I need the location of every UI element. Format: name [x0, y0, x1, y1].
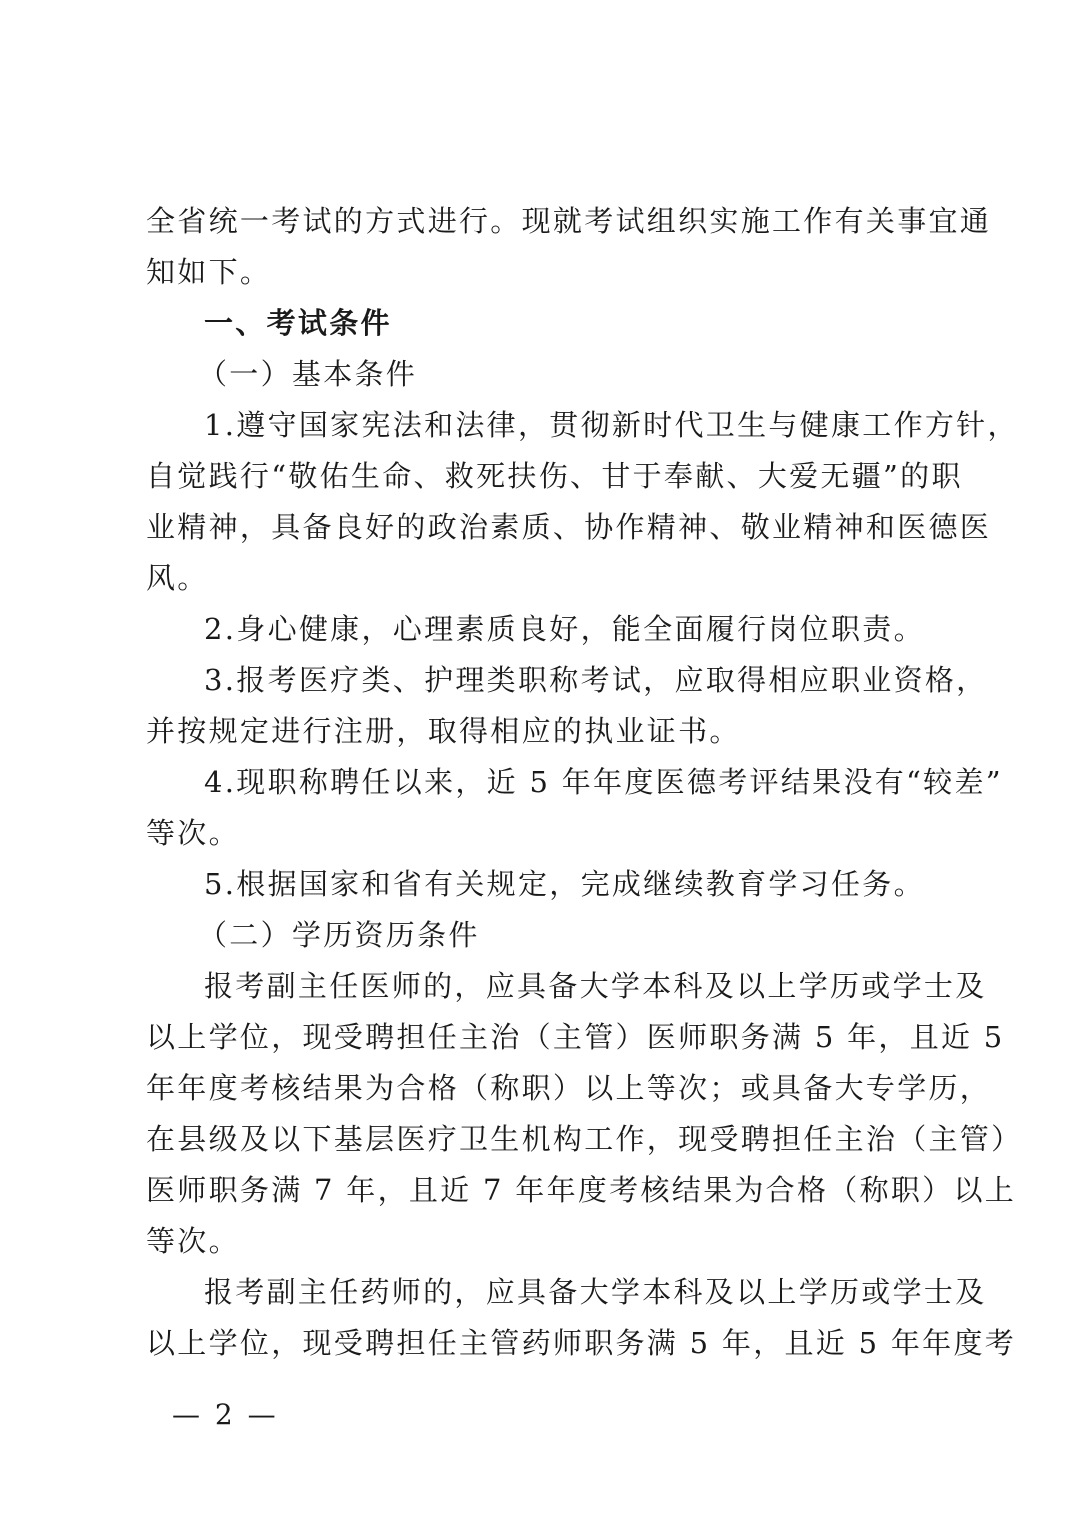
- paragraph-line: 等次。: [146, 816, 240, 850]
- paragraph-line: 以上学位，现受聘担任主治（主管）医师职务满 5 年，且近 5: [146, 1020, 1005, 1054]
- paragraph-line: 自觉践行“敬佑生命、救死扶伤、甘于奉献、大爱无疆”的职: [146, 459, 963, 493]
- paragraph-line: 报考副主任药师的，应具备大学本科及以上学历或学士及: [204, 1275, 987, 1309]
- paragraph-line: 风。: [146, 561, 209, 595]
- paragraph-line: 并按规定进行注册，取得相应的执业证书。: [146, 714, 741, 748]
- document-body: [146, 196, 1023, 1369]
- paragraph-line: 报考副主任医师的，应具备大学本科及以上学历或学士及: [204, 969, 987, 1003]
- paragraph-line: 1.遵守国家宪法和法律，贯彻新时代卫生与健康工作方针，: [204, 408, 1019, 442]
- paragraph-line: 年年度考核结果为合格（称职）以上等次；或具备大专学历，: [146, 1071, 992, 1105]
- subsection-heading: （二）学历资历条件: [198, 918, 480, 952]
- paragraph-line: 在县级及以下基层医疗卫生机构工作，现受聘担任主治（主管）: [146, 1122, 1023, 1156]
- section-heading: 一、考试条件: [204, 306, 392, 340]
- paragraph-line: 医师职务满 7 年，且近 7 年年度考核结果为合格（称职）以上: [146, 1173, 1017, 1207]
- subsection-heading: （一）基本条件: [198, 357, 418, 391]
- paragraph-line: 2.身心健康，心理素质良好，能全面履行岗位职责。: [204, 612, 925, 646]
- paragraph-line: 等次。: [146, 1224, 240, 1258]
- paragraph-line: 全省统一考试的方式进行。现就考试组织实施工作有关事宜通: [146, 204, 992, 238]
- paragraph-line: 5.根据国家和省有关规定，完成继续教育学习任务。: [204, 867, 925, 901]
- paragraph-line: 以上学位，现受聘担任主管药师职务满 5 年，且近 5 年年度考: [146, 1326, 1017, 1360]
- page-number: — 2 —: [172, 1398, 279, 1431]
- paragraph-line: 业精神，具备良好的政治素质、协作精神、敬业精神和医德医: [146, 510, 992, 544]
- paragraph-line: 4.现职称聘任以来，近 5 年年度医德考评结果没有“较差”: [204, 765, 1003, 799]
- paragraph-line: 知如下。: [146, 255, 272, 289]
- paragraph-line: 3.报考医疗类、护理类职称考试，应取得相应职业资格，: [204, 663, 988, 697]
